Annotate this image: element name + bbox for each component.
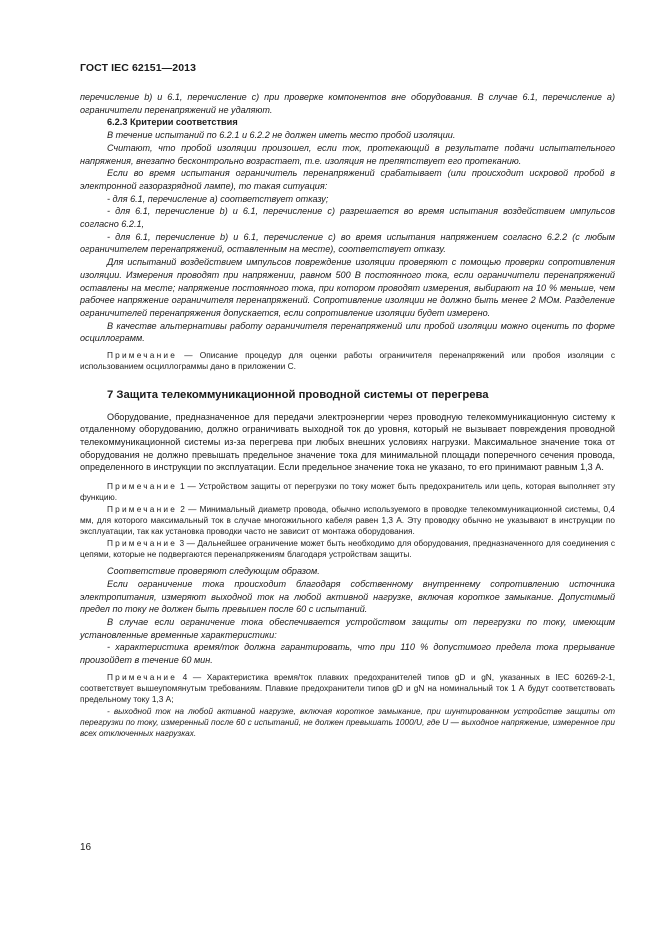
note	[80, 350, 615, 373]
paragraph: В качестве альтернативы работу ограничителя перенапряжений или пробой изоляции можно оценить по форме осциллограмм.	[80, 320, 615, 344]
note	[80, 481, 615, 504]
note-label: Примечание	[107, 503, 178, 514]
paragraph: В течение испытаний по 6.2.1 и 6.2.2 не должен иметь место пробой изоляции.	[107, 130, 456, 141]
note-text: 4 — Характеристика время/ток плавких предохранителей типов gD и gN, указанных в IEC 60269-2-1, соответствует вышеупомянутым требованиям. Плавкие предохранители типов gD и gN на номинальный ток 1 А будут соответствовать предельному току 1,3 А;	[80, 671, 615, 705]
paragraph: Считают, что пробой изоляции произошел, если ток, протекающий в результате подачи испытательного напряжения, внезапно бесконтрольно возрастает, т.е. изоляция не препятствует его протеканию.	[80, 142, 615, 166]
list-item: - для 6.1, перечисление b) и 6.1, перечисление с) разрешается во время испытания воздействием импульсов согласно 6.2.1,	[80, 206, 615, 230]
section-heading-7: 7 Защита телекоммуникационной проводной системы от перегрева	[107, 388, 489, 401]
paragraph: Для испытаний воздействием импульсов повреждение изоляции проверяют с помощью проверки сопротивления изоляции. Измерения проводят при напряжении, равном 500 В постоянного тока, если ограничители перенапряжений оставлены на месте; напряжение постоянного тока, при котором проводят измерения, выбирают на 10 % меньше, чем рабочее напряжение ограничителя перенапряжений. Сопротивление изоляции не должно быть менее 2 МОм. Разделение ограничителей перенапряжения допускается, если сопротивление изоляции будет измерено.	[80, 257, 615, 318]
subsection-heading-6-2-3: 6.2.3 Критерии соответствия	[107, 117, 238, 128]
document-body	[80, 91, 615, 740]
list-item: - для 6.1, перечисление b) и 6.1, перечисление с) во время испытания напряжением согласно 6.2.2 (с любым ограничителем перенапряжений, оставленным на месте), соответствует отказу.	[80, 231, 615, 255]
note-label: Примечание	[107, 671, 178, 682]
note-text: — Описание процедур для оценки работы ограничителя перенапряжений или пробоя изоляции с использованием осциллограммы дано в приложении С.	[80, 350, 615, 372]
standard-header: ГОСТ IEC 62151—2013	[80, 62, 197, 74]
note-label: Примечание	[107, 350, 178, 361]
note-label: Примечание	[107, 481, 178, 492]
paragraph: Если во время испытания ограничитель перенапряжений срабатывает (или происходит искровой пробой в электронной газоразрядной лампе), то такая ситуация:	[80, 168, 615, 191]
list-item: - характеристика время/ток должна гарантировать, что при 110 % допустимого предела тока прерывание произойдет в течение 60 мин.	[80, 642, 615, 666]
page-number: 16	[80, 842, 92, 853]
note	[80, 672, 615, 706]
note-text: 2 — Минимальный диаметр провода, обычно используемого в проводке телекоммуникационной системы, 0,4 мм, для которого максимальный ток в случае многожильного кабеля равен 1,3 А. Эту проводку обычно не указывают в инструкции по эксплуатации, так как установка проводки часто не зависит от монтажа оборудования.	[80, 503, 615, 537]
note	[80, 538, 615, 561]
note-text: 3 — Дальнейшее ограничение может быть необходимо для оборудования, предназначенного для соединения с цепями, которые не подвергаются перенапряжениям благодаря устройствам защиты.	[80, 537, 615, 559]
paragraph: Соответствие проверяют следующим образом.	[107, 566, 320, 577]
paragraph-intro: перечисление b) и 6.1, перечисление с) при проверке компонентов вне оборудования. В случае 6.1, перечисление а) ограничители перенапряжений не удаляют.	[80, 92, 615, 115]
paragraph: Оборудование, предназначенное для передачи электроэнергии через проводную телекоммуникационную систему к отдаленному оборудованию, должно ограничивать выходной ток до уровня, который не вызывает повреждения проводной телекоммуникационной системы из-за перегрева при любых внешних условиях нагрузки. Максимальное значение тока от оборудования не должно превышать предельное значение тока для минимальной площади поперечного сечения провода, определенного в инструкции по эксплуатации. Если предельное значение тока не указано, то его принимают равным 1,3 А.	[80, 411, 615, 473]
note	[80, 504, 615, 538]
list-item: - выходной ток на любой активной нагрузке, включая короткое замыкание, при шунтированном устройстве защиты от перегрузки по току, измеренный после 60 с испытаний, не должен превышать 1000/U, где U — выходное напряжение, измеренное при всех отключенных нагрузках.	[80, 705, 615, 739]
paragraph: Если ограничение тока происходит благодаря собственному внутреннему сопротивлению источника электропитания, измеряют выходной ток на любой активной нагрузке, включая короткое замыкание. Допустимый предел по току не должен быть превышен после 60 с испытаний.	[80, 578, 615, 615]
note-label: Примечание	[107, 537, 178, 548]
paragraph: В случае если ограничение тока обеспечивается устройством защиты от перегрузки по току, имеющим установленные временные характеристики:	[80, 617, 615, 640]
list-item: - для 6.1, перечисление а) соответствует отказу;	[107, 193, 329, 204]
note-text: 1 — Устройством защиты от перегрузки по току может быть предохранитель или цепь, которая выполняет эту функцию.	[80, 481, 615, 503]
